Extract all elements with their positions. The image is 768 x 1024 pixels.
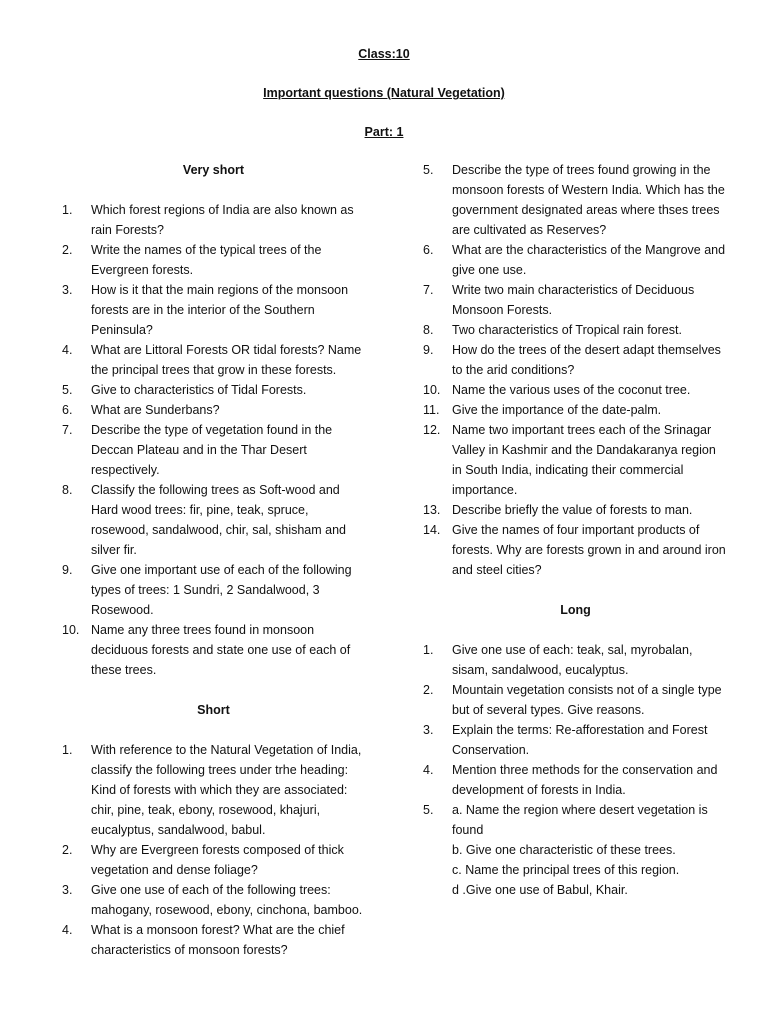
list-item: 2. Why are Evergreen forests composed of thick vegetation and dense foliage? (62, 843, 344, 877)
sub-question-d: d .Give one use of Babul, Khair. (452, 883, 628, 897)
list-item: 6. What are the characteristics of the Mangrove and give one use. (423, 243, 726, 277)
list-item: 9. Give one important use of each of the following types of trees: 1 Sundri, 2 Sandalwood, 3 Rosewood. (62, 563, 352, 617)
list-item: 2. Mountain vegetation consists not of a single type but of several types. Give reasons. (423, 683, 722, 717)
list-item: 12. Name two important trees each of the Srinagar Valley in Kashmir and the Dandakaranya region in South India, indicating their commercial importance. (423, 423, 716, 497)
list-item: 6. What are Sunderbans? (62, 403, 220, 417)
long-list (423, 640, 728, 900)
list-item: 9. How do the trees of the desert adapt themselves to the arid conditions? (423, 343, 721, 377)
list-item: 5. Give to characteristics of Tidal Forests. (62, 383, 307, 397)
list-item: 1. With reference to the Natural Vegetation of India, classify the following trees under trhe heading: Kind of forests with which they are associated: chir, pine, teak, ebony, rosewood, khajuri, eucalyptus, sandalwood, babul. (62, 743, 362, 837)
section-heading-very-short: Very short (182, 163, 245, 177)
list-item: 3. Give one use of each of the following trees: mahogany, rosewood, ebony, cinchona, bamboo. (62, 883, 363, 917)
section-heading-short: Short (197, 703, 230, 717)
part-label: Part: 1 (364, 125, 404, 139)
class-label: Class:10 (358, 47, 410, 61)
list-item: 8. Two characteristics of Tropical rain forest. (423, 323, 682, 337)
list-item: 10. Name any three trees found in monsoon deciduous forests and state one use of each of these trees. (62, 623, 351, 677)
list-item: 4. What are Littoral Forests OR tidal forests? Name the principal trees that grow in these forests. (62, 343, 362, 377)
left-column (62, 160, 365, 960)
list-item: 2. Write the names of the typical trees of the Evergreen forests. (62, 243, 322, 277)
sub-question-c: c. Name the principal trees of this region. (452, 863, 680, 877)
short-list-part-2 (423, 160, 728, 580)
list-item: 7. Write two main characteristics of Deciduous Monsoon Forests. (423, 283, 695, 317)
list-item: 4. What is a monsoon forest? What are the chief characteristics of monsoon forests? (62, 923, 345, 957)
list-item: 4. Mention three methods for the conservation and development of forests in India. (423, 763, 718, 797)
list-item: 14. Give the names of four important products of forests. Why are forests grown in and around iron and steel cities? (423, 523, 726, 577)
section-heading-long: Long (560, 603, 591, 617)
sub-question-a: a. Name the region where desert vegetation is found (452, 803, 708, 837)
very-short-list (62, 200, 365, 680)
list-item: 1. Which forest regions of India are also known as rain Forests? (62, 203, 354, 237)
list-item: 5. a. Name the region where desert vegetation is found b. Give one characteristic of these trees. c. Name the principal trees of this region. d .Give one use of Babul, Khair. (423, 800, 728, 900)
page-title: Important questions (Natural Vegetation) (263, 86, 505, 100)
list-item: 3. Explain the terms: Re-afforestation and Forest Conservation. (423, 723, 708, 757)
list-item: 8. Classify the following trees as Soft-wood and Hard wood trees: fir, pine, teak, spruce, rosewood, sandalwood, chir, sal, shisham and silver fir. (62, 483, 347, 557)
short-list-part-1 (62, 740, 365, 960)
list-item: 7. Describe the type of vegetation found in the Deccan Plateau and in the Thar Desert respectively. (62, 423, 333, 477)
list-item: 3. How is it that the main regions of the monsoon forests are in the interior of the Southern Peninsula? (62, 283, 349, 337)
sub-question-b: b. Give one characteristic of these trees. (452, 843, 676, 857)
list-item: 10. Name the various uses of the coconut tree. (423, 383, 691, 397)
list-item: 5. Describe the type of trees found growing in the monsoon forests of Western India. Which has the government designated areas where thses trees are cultivated as Reserves? (423, 163, 725, 237)
list-item: 13. Describe briefly the value of forests to man. (423, 503, 693, 517)
right-column (423, 160, 728, 900)
list-item: 11. Give the importance of the date-palm. (423, 403, 662, 417)
list-item: 1. Give one use of each: teak, sal, myrobalan, sisam, sandalwood, eucalyptus. (423, 643, 693, 677)
